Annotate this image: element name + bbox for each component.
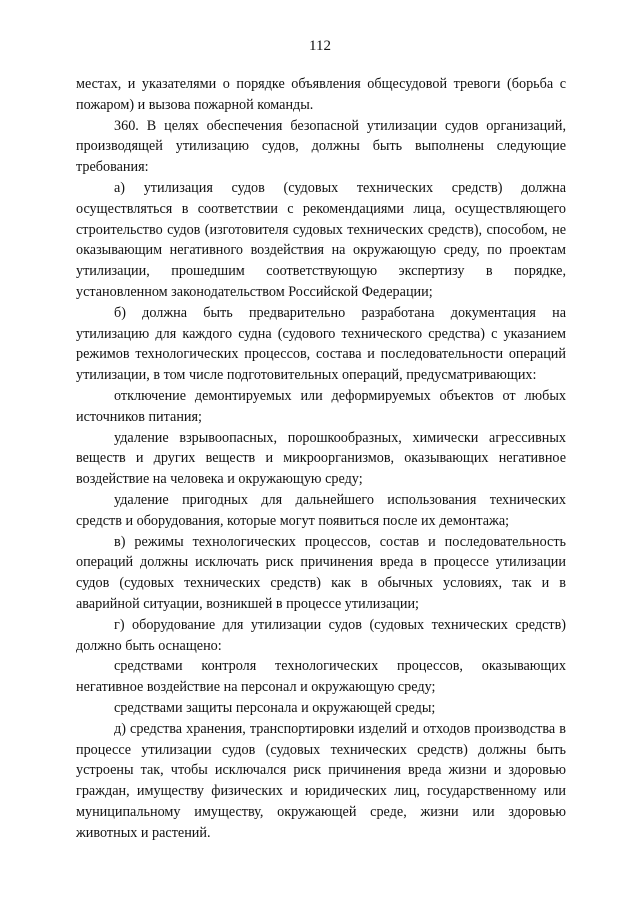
paragraph: отключение демонтируемых или деформируемых объектов от любых источников питания; bbox=[76, 387, 566, 425]
paragraph: б) должна быть предварительно разработана документация на утилизацию для каждого судна (судового технического средства) с указанием режимов технологических процессов, состава и последовательности операций утилизации, в том числе подготовительных операций, предусматривающих: bbox=[76, 304, 566, 384]
page-number: 112 bbox=[309, 38, 331, 54]
paragraph: удаление пригодных для дальнейшего использования технических средств и оборудования, которые могут появиться после их демонтажа; bbox=[76, 491, 566, 529]
document-body bbox=[76, 74, 566, 843]
paragraph: средствами контроля технологических процессов, оказывающих негативное воздействие на персонал и окружающую среду; bbox=[76, 658, 566, 696]
paragraph: местах, и указателями о порядке объявления общесудовой тревоги (борьба с пожаром) и вызова пожарной команды. bbox=[76, 76, 566, 113]
paragraph: удаление взрывоопасных, порошкообразных, химически агрессивных веществ и других веществ и микроорганизмов, оказывающих негативное воздействие на человека и окружающую среду; bbox=[76, 429, 566, 488]
paragraph: 360. В целях обеспечения безопасной утилизации судов организаций, производящей утилизацию судов, должны быть выполнены следующие требования: bbox=[76, 117, 566, 176]
paragraph: а) утилизация судов (судовых технических средств) должна осуществляться в соответствии с рекомендациями лица, осуществляющего строительство судов (изготовителя судовых технических средств), способом, не оказывающим негативного воздействия на окружающую среду, по проектам утилизации, прошедшим соответствующую экспертизу в порядке, установленном законодательством Российской Федерации; bbox=[76, 179, 566, 300]
paragraph: д) средства хранения, транспортировки изделий и отходов производства в процессе утилизации судов (судовых технических средств) должны быть устроены так, чтобы исключался риск причинения вреда жизни и здоровью граждан, имуществу физических и юридических лиц, государственному или муниципальному имуществу, окружающей среде, жизни или здоровью животных и растений. bbox=[76, 720, 566, 841]
paragraph: в) режимы технологических процессов, состав и последовательность операций должны исключать риск причинения вреда в процессе утилизации судов (судовых технических средств) как в обычных условиях, так и в аварийной ситуации, возникшей в процессе утилизации; bbox=[76, 533, 566, 612]
paragraph: г) оборудование для утилизации судов (судовых технических средств) должно быть оснащено: bbox=[76, 616, 566, 654]
paragraph: средствами защиты персонала и окружающей среды; bbox=[114, 699, 436, 716]
